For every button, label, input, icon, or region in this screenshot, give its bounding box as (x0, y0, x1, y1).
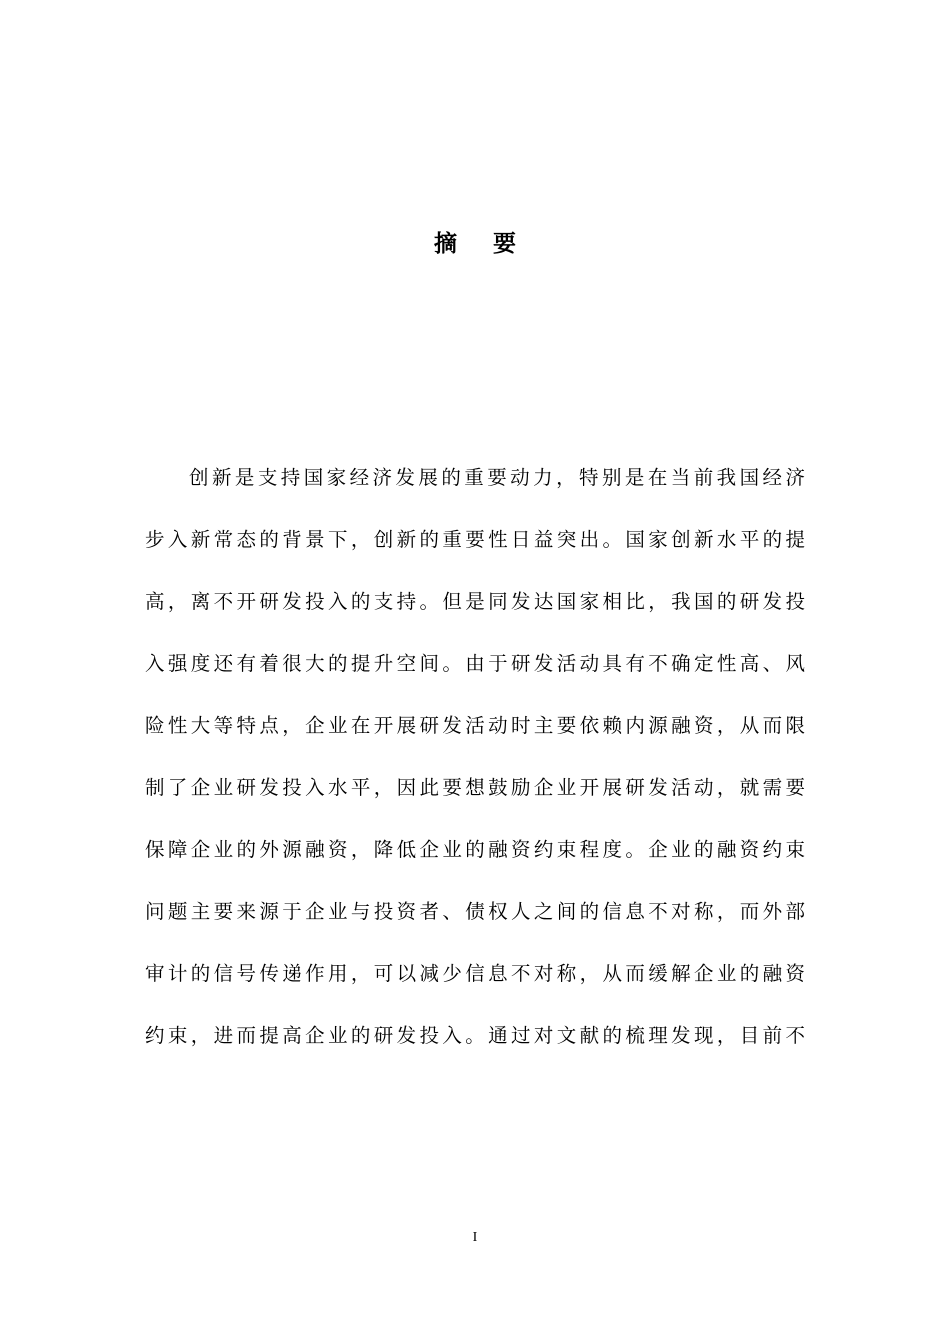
paragraph-line: 创新是支持国家经济发展的重要动力，特别是在当前我国经济 (189, 466, 805, 489)
paragraph-line: 高，离不开研发投入的支持。但是同发达国家相比，我国的研发投 (145, 590, 805, 613)
paragraph-line: 保障企业的外源融资，降低企业的融资约束程度。企业的融资约束 (145, 838, 805, 861)
page-number: I (472, 1230, 478, 1245)
paragraph-line: 步入新常态的背景下，创新的重要性日益突出。国家创新水平的提 (145, 528, 805, 551)
paragraph-line: 约束，进而提高企业的研发投入。通过对文献的梳理发现，目前不 (145, 1024, 805, 1047)
paragraph-line: 审计的信号传递作用，可以减少信息不对称，从而缓解企业的融资 (145, 962, 805, 985)
paragraph-line: 问题主要来源于企业与投资者、债权人之间的信息不对称，而外部 (145, 900, 805, 923)
abstract-paragraph (145, 458, 805, 1078)
paragraph-line: 入强度还有着很大的提升空间。由于研发活动具有不确定性高、风 (145, 652, 805, 675)
page-title: 摘 要 (433, 230, 530, 257)
paragraph-line: 制了企业研发投入水平，因此要想鼓励企业开展研发活动，就需要 (145, 776, 805, 799)
paragraph-line: 险性大等特点，企业在开展研发活动时主要依赖内源融资，从而限 (145, 714, 805, 737)
